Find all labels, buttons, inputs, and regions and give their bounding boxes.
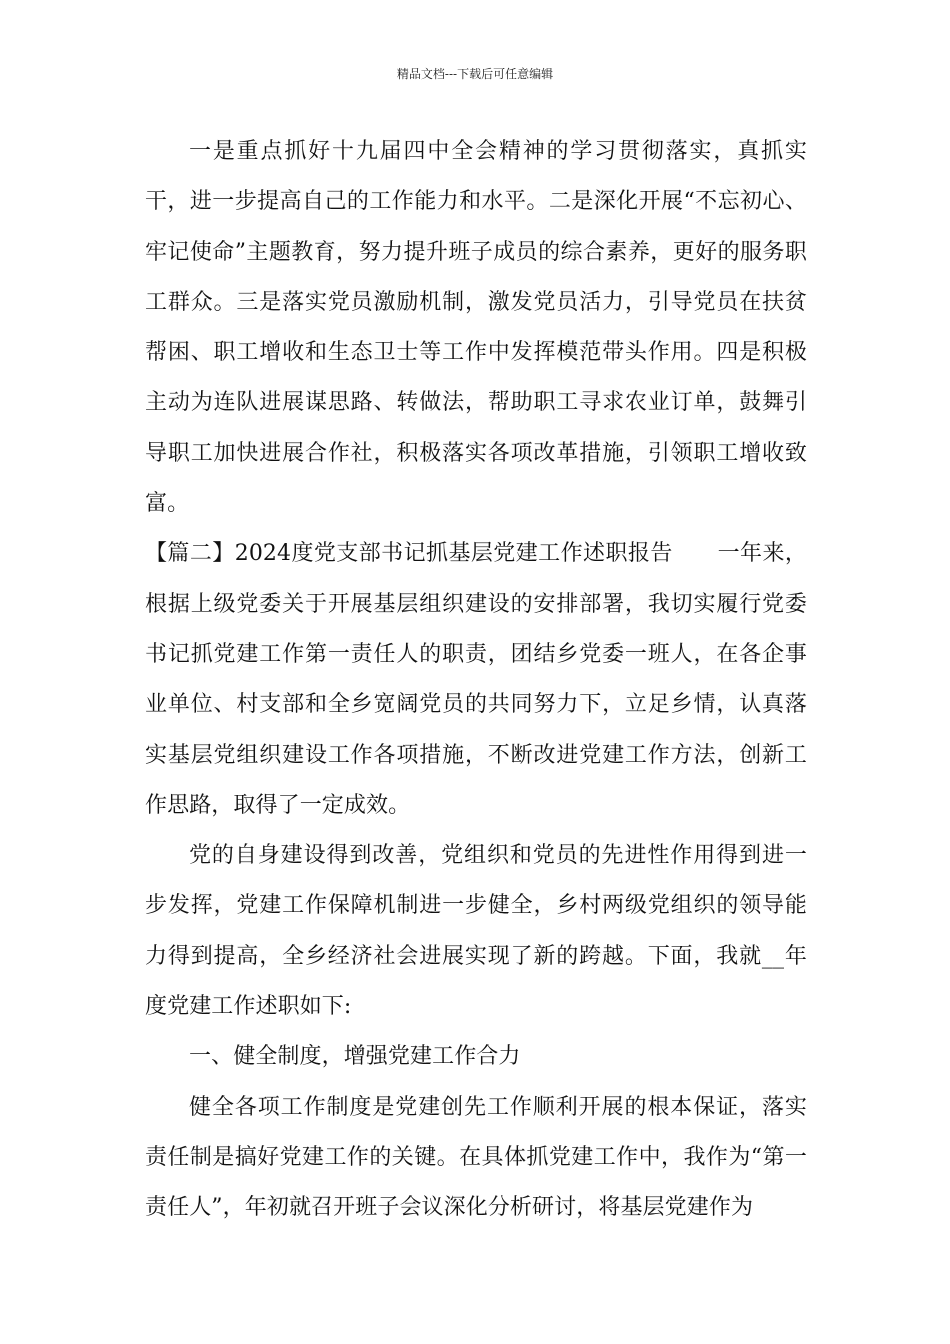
paragraph-achievements: 党的自身建设得到改善，党组织和党员的先进性作用得到进一步发挥，党建工作保障机制进一步健全，乡村两级党组织的领导能力得到提高，全乡经济社会进展实现了新的跨越。下面，我就__年度党建工作述职如下: [145,843,807,1020]
paragraph-system-building: 健全各项工作制度是党建创先工作顺利开展的根本保证，落实责任制是搞好党建工作的关键。在具体抓党建工作中，我作为“第一责任人”，年初就召开班子会议深化分析研讨，将基层党建作为 [145,1094,807,1221]
document-body [145,127,807,1234]
paragraph-priorities: 一是重点抓好十九届四中全会精神的学习贯彻落实，真抓实干，进一步提高自己的工作能力和水平。二是深化开展“不忘初心、牢记使命”主题教育，努力提升班子成员的综合素养，更好的服务职工群众。三是落实党员激励机制，激发党员活力，引导党员在扶贫帮困、职工增收和生态卫士等工作中发挥模范带头作用。四是积极主动为连队进展谋思路、转做法，帮助职工寻求农业订单，鼓舞引导职工加快进展合作社，积极落实各项改革措施，引领职工增收致富。 [145,139,807,517]
page-header: 精品文档---下载后可任意编辑 [396,67,554,81]
section-heading-one: 一、健全制度，增强党建工作合力 [189,1044,521,1070]
paragraph-section-two-intro: 【篇二】2024度党支部书记抓基层党建工作述职报告 一年来，根据上级党委关于开展基层组织建设的安排部署，我切实履行党委书记抓党建工作第一责任人的职责，团结乡党委一班人，在各企事业单位、村支部和全乡宽阔党员的共同努力下，立足乡情，认真落实基层党组织建设工作各项措施，不断改进党建工作方法，创新工作思路，取得了一定成效。 [145,541,807,818]
